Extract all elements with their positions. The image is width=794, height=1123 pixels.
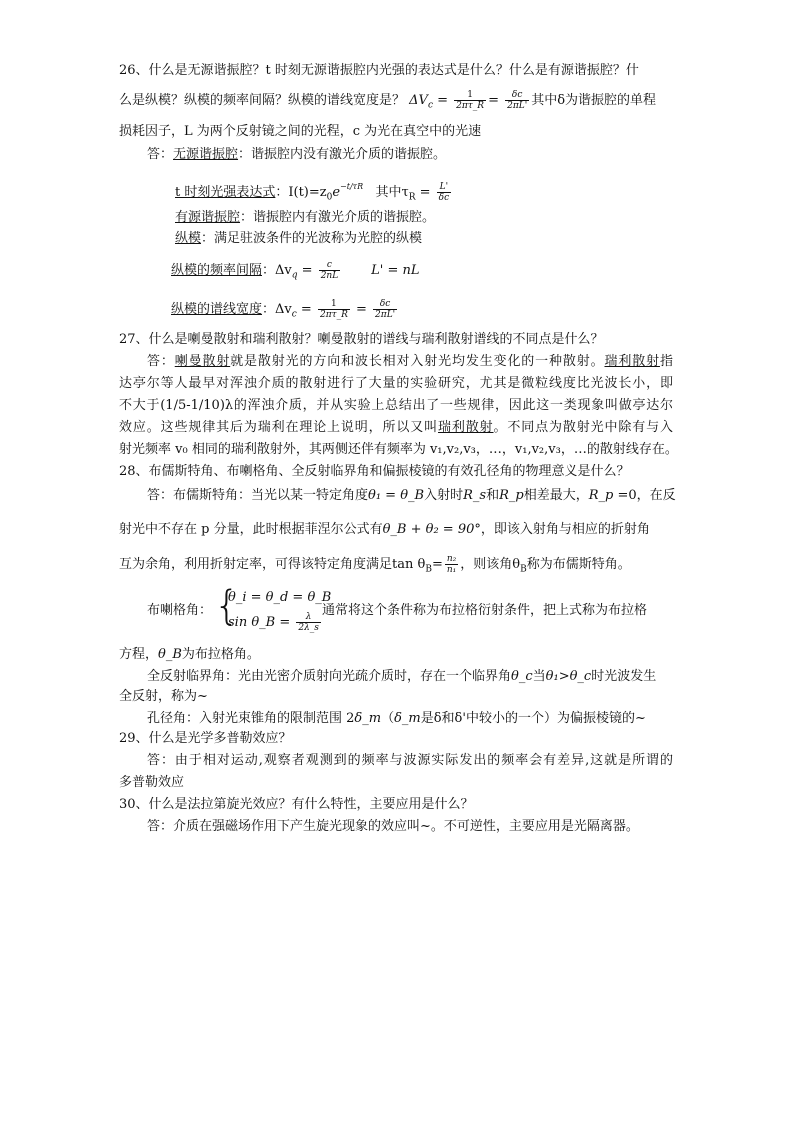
q28-title [119,463,630,481]
q27-answer-line1 [147,353,673,371]
q27-answer-line3 [119,397,673,415]
question-title: 28、布儒斯特角、布喇格角、全反射临界角和偏振棱镜的有效孔径角的物理意义是什么？ [119,464,630,479]
equals: = [296,302,316,317]
answer-prefix: 答： [147,354,175,369]
question-title: 30、什么是法拉第旋光效应？有什么特性，主要应用是什么？ [119,797,474,812]
text: 通常将这个条件称为布拉格衍射条件，把上式称为布拉格 [322,603,648,618]
formula: ：Δv [262,263,292,278]
fraction [437,182,451,203]
text: 全反射，称为~ [119,689,208,704]
numerator: c [319,260,341,271]
formula: θ_i = θ_d = θ_B [228,590,332,605]
numerator: n₂ [446,554,457,564]
text: 为布拉格角。 [181,647,260,662]
q26-line3 [119,123,481,141]
text: 相差最大， [523,488,589,503]
fraction [454,90,486,111]
formula: L' = nL [371,263,420,278]
text: 不大于(1/5-1/10)λ的浑浊介质，并从实验上总结出了一些规律，因此这一类现象叫做亭达尔 [119,398,673,413]
text: 射光中不存在 p 分量，此时根据菲涅尔公式有 [119,522,383,537]
text: ，即该入射角与相应的折射角 [480,522,650,537]
text: 达亭尔等人最早对浑浊介质的散射进行了大量的实验研究，尤其是微粒线度比光波长小，即 [119,376,673,391]
definition: ：满足驻波条件的光波称为光腔的纵模 [201,231,423,246]
text: 时光波发生 [591,669,657,684]
q27-answer-line4 [119,419,673,437]
text: 当 [532,669,546,684]
text: （ [381,711,395,726]
q26-linewidth [171,299,399,324]
subscript: B [520,564,527,575]
q28-critical-line2 [119,688,208,706]
q27-answer-line5 [119,441,678,459]
text: 互为余角，利用折射定率，可得该特定角度满足tan θ [119,557,426,572]
text: 答：由于相对运动,观察者观测到的频率与波源实际发出的频率会有差异,这就是所谓的 [147,753,673,768]
text: 答：介质在强磁场作用下产生旋光现象的效应叫~。不可逆性，主要应用是光隔离器。 [147,819,639,834]
subscript: q [291,270,298,281]
formula: R_p [499,488,524,503]
text: 就是散射光的方向和波长相对入射光均发生变化的一种散射。 [230,354,605,369]
formula: sin θ_B = [228,615,295,630]
q26-active [175,209,435,227]
text: 么是纵模？纵模的频率间隔？纵模的谱线宽度是？ [119,93,406,108]
text: 。不同点为散射光中除有与入 [493,420,673,435]
text: > [558,669,570,684]
q28-brewster-line2 [119,521,650,539]
q30-answer [147,818,639,836]
subscript: B [425,564,432,575]
subscript: 0 [326,192,333,203]
denominator: 2πτ_R [456,101,485,111]
denominator: 2πL' [375,310,396,320]
term: t 时刻光强表达式 [175,185,276,200]
q27-title [119,331,604,349]
text: =0，在反 [613,488,676,503]
numerator: L' [437,182,451,193]
formula: ：I(t)=z [275,185,327,200]
question-title: 27、什么是喇曼散射和瑞利散射？喇曼散射的谱线与瑞利散射谱线的不同点是什么？ [119,332,604,347]
q26-spacing [171,260,420,285]
fraction [373,299,397,320]
numerator: 1 [318,299,350,310]
text: 多普勒效应 [119,775,185,790]
denominator: n₁ [446,565,457,575]
q28-bragg-eq2 [228,612,323,633]
formula: θ₁ [545,669,559,684]
formula: θ_B [158,647,182,662]
equals: = [415,185,435,200]
text: 其中δ为谐振腔的单程 [531,93,657,108]
equals: = [351,302,372,317]
q28-bragg-note2 [119,646,260,664]
q26-line2: 么是纵模？纵模的频率间隔？纵模的谱线宽度是？ $\Delta V_c$ = $\frac{1}{2\pi\tau\_R}$ = $\frac{\delta c}{2\pi L'}$ 其中δ为谐振腔的单程 [119,90,657,111]
q29-answer-line1 [147,752,673,770]
text: 射光频率 v₀ 相同的瑞利散射外，其两侧还伴有频率为 v₁,v₂,v₃，…，v₁,v₂,v₃，…的散射线存在。 [119,442,678,457]
q28-critical-line1 [147,668,656,686]
formula: R_s [463,488,487,503]
q29-title [119,730,292,748]
text: 其中τ [375,185,409,200]
text: 效应。这些规律其后为瑞利在理论上说明，所以又叫 [119,420,439,435]
term: 纵模的频率间隔 [171,263,263,278]
denominator: 2πτ_R [319,310,348,320]
fraction [296,612,321,633]
numerator: δc [505,90,529,101]
fraction [318,299,350,320]
denominator: 2nL [320,271,339,281]
formula: e [332,185,341,200]
term: 纵模的谱线宽度 [171,302,263,317]
q28-bragg-label [147,602,212,620]
fraction [445,554,458,575]
brace-icon: { [214,583,240,629]
term: 布喇格角： [147,603,213,618]
subscript: R [408,192,416,203]
q30-title [119,796,474,814]
term: 纵模 [175,231,202,246]
formula: θ_c [511,669,533,684]
q28-brewster-line3 [119,554,631,579]
q26-intensity [175,178,453,207]
term: 有源谐振腔 [175,210,241,225]
exponent: −t/τR [340,182,364,191]
text: 损耗因子，L 为两个反射镜之间的光程，c 为光在真空中的光速 [119,124,482,139]
subscript: c [427,100,433,111]
equals: = [297,263,317,278]
formula-lhs: ΔV [409,93,428,108]
term: 瑞利散射 [438,420,494,435]
text: 指 [659,354,673,369]
q28-bragg-eq1 [228,589,331,607]
text: 孔径角：入射光束锥角的限制范围 2 [147,711,355,726]
term: 喇曼散射 [174,354,231,369]
formula: θ_c [569,669,592,684]
q26-line1 [119,62,639,80]
q27-answer-line2 [119,375,673,393]
term: 无源谐振腔 [173,147,239,162]
formula: ：Δv [262,302,292,317]
subscript: c [291,309,297,320]
text: 全反射临界角：光由光密介质射向光疏介质时，存在一个临界角 [147,669,512,684]
term: 瑞利散射 [604,354,660,369]
question-title: 29、什么是光学多普勒效应？ [119,731,292,746]
q26-mode [175,230,422,248]
formula: δ_m [394,711,421,726]
formula: θ_B + θ₂ = 90° [382,522,481,537]
text: 26、什么是无源谐振腔？t 时刻无源谐振腔内光强的表达式是什么？什么是有源谐振腔？什 [119,63,639,78]
q28-bragg-note [322,602,647,620]
q28-brewster-line1 [147,487,676,505]
fraction [505,90,529,111]
denominator: 2πL' [507,101,528,111]
definition: ：谐振腔内有激光介质的谐振腔。 [240,210,436,225]
equals: = [431,557,443,572]
equals: = [432,93,453,108]
denominator: δc [438,193,450,203]
formula: δ_m [354,711,382,726]
numerator: 1 [454,90,486,101]
fraction [319,260,341,281]
formula: R_p [588,488,614,503]
text: 是δ和δ'中较小的一个）为偏振棱镜的~ [420,711,646,726]
text: 方程， [119,647,159,662]
numerator: λ [296,612,321,623]
q26-answer-passive [147,146,446,164]
text: 答：布儒斯特角：当光以某一特定角度 [147,488,369,503]
numerator: δc [373,299,397,310]
text: 入射时 [424,488,464,503]
q28-aperture [147,710,646,728]
text: ，则该角θ [460,557,521,572]
definition: ：谐振腔内没有激光介质的谐振腔。 [238,147,447,162]
formula: θ₁ = θ_B [368,488,425,503]
text: 和 [486,488,500,503]
q29-answer-line2 [119,774,184,792]
answer-prefix: 答： [147,147,174,162]
text: 称为布儒斯特角。 [526,557,631,572]
denominator: 2λ_s [298,623,319,633]
